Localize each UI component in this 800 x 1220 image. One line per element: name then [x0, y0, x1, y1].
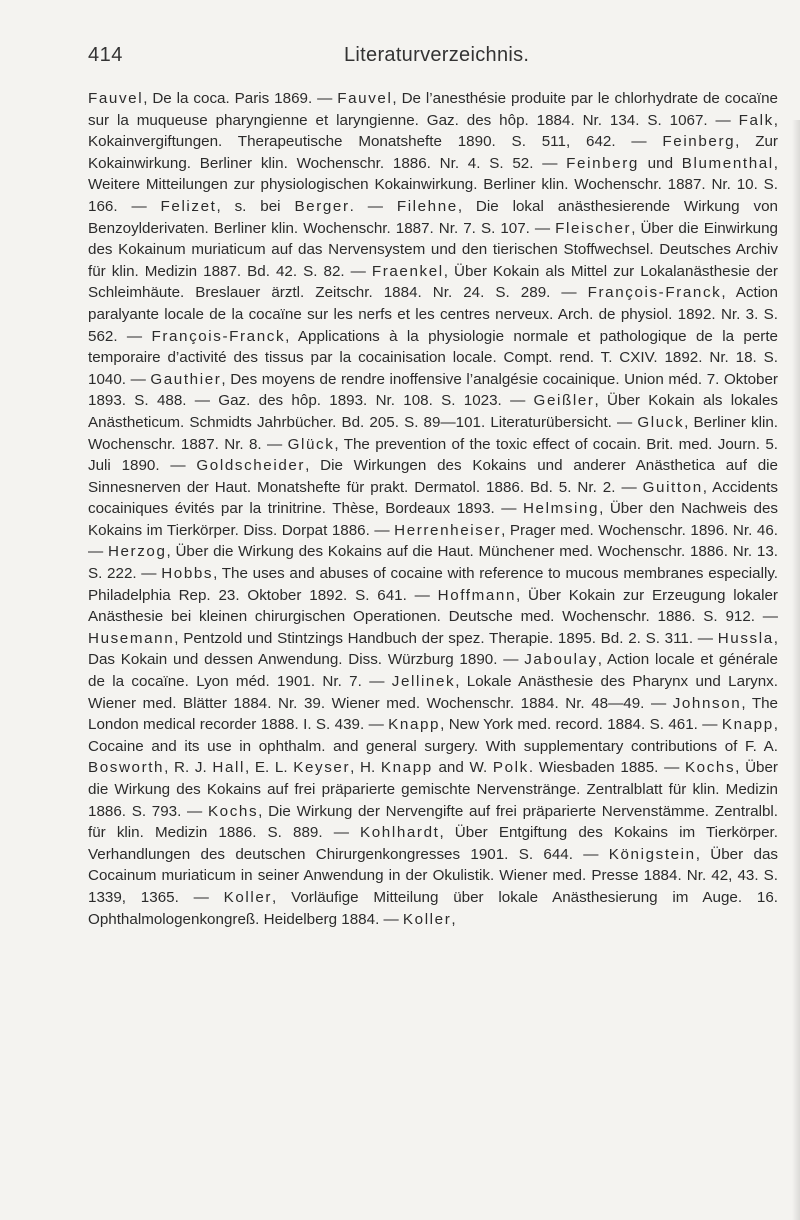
- author-name: Feinberg: [566, 154, 639, 172]
- author-name: Jellinek: [391, 673, 456, 691]
- citation-text: , Prager med. Wochenschr. 1896. Nr. 46. —: [88, 521, 778, 561]
- author-name: Guitton: [642, 478, 703, 496]
- citation-text: , R. J.: [164, 759, 213, 777]
- citation-text: , Über Kokain als lokales Anästheticum. Schmidts Jahrbücher. Bd. 205. S. 89—101. Literaturübersicht. —: [88, 392, 778, 431]
- author-name: Knapp: [388, 716, 441, 734]
- author-name: Keyser: [293, 759, 351, 777]
- author-name: Knapp: [721, 716, 774, 734]
- citation-text: , Über den Nachweis des Kokains im Tierkörper. Diss. Dorpat 1886. —: [88, 500, 778, 539]
- citation-text: , The uses and abuses of cocaine with reference to mucous membranes especially. Philadelphia Rep. 23. Oktober 1892. S. 641. —: [88, 565, 778, 604]
- citation-text: , De la coca. Paris 1869. —: [143, 90, 338, 107]
- citation-text: , Über das Cocainum muriaticum in seiner Anwendung in der Okulistik. Wiener med. Presse 1884. Nr. 42, 43. S. 1339, 1365. —: [88, 845, 778, 906]
- author-name: Goldscheider: [196, 457, 306, 475]
- author-name: Koller: [402, 910, 452, 928]
- citation-text: , Die Wirkungen des Kokains und anderer Anästhetica auf die Sinnesnerven der Haut. Monatshefte für prakt. Dermatol. 1886. Bd. 5. Nr. 2. —: [88, 457, 778, 496]
- citation-text: , Kokainvergiftungen. Therapeutische Monatshefte 1890. S. 511, 642. —: [88, 111, 778, 151]
- citation-text: , Lokale Anästhesie des Pharynx und Larynx. Wiener med. Blätter 1884. Nr. 39. Wiener med. Wochenschr. 1884. Nr. 48—49. —: [88, 673, 778, 712]
- citation-text: , Des moyens de rendre inoffensive l’analgésie cocainique. Union méd. 7. Oktober 1893. S. 488. — Gaz. des hôp. 1893. Nr. 108. S. 1023. —: [88, 370, 778, 410]
- author-name: François-Franck: [587, 284, 722, 302]
- author-name: Hobbs: [161, 565, 214, 583]
- author-name: Blumenthal: [681, 154, 774, 172]
- author-name: Felizet: [160, 197, 217, 215]
- author-name: Kohlhardt: [360, 824, 440, 842]
- author-name: Glück: [287, 435, 335, 453]
- author-name: Helmsing: [522, 500, 600, 518]
- citation-text: , Die Wirkung der Nervengifte auf frei präparierte Nervenstämme. Zentralbl. für klin. Medizin 1886. S. 889. —: [88, 802, 779, 842]
- citation-text: , Weitere Mitteilungen zur physiologischen Kokainwirkung. Berliner klin. Wochenschr. 1887. Nr. 10. S. 166. —: [88, 154, 778, 215]
- citation-text: , E. L.: [244, 759, 294, 777]
- author-name: Feinberg: [662, 133, 736, 151]
- citation-text: , Accidents cocainiques évités par la trinitrine. Thèse, Bordeaux 1893. —: [88, 478, 778, 518]
- author-name: Johnson: [672, 694, 742, 712]
- author-name: Knapp: [380, 759, 433, 777]
- author-name: Hoffmann: [437, 586, 517, 604]
- citation-text: , s. bei: [216, 197, 295, 215]
- author-name: Fauvel: [88, 90, 144, 107]
- author-name: Herzog: [107, 543, 167, 561]
- citation-text: und: [638, 154, 682, 172]
- author-name: Geißler: [533, 392, 595, 410]
- author-name: François-Franck: [151, 327, 286, 345]
- citation-text: , Über die Wirkung des Kokains auf frei präparierte gemischte Nervenstränge. Zentralblatt für klin. Medizin 1886. S. 793. —: [88, 759, 778, 820]
- citation-text: , Über die Einwirkung des Kokainum muriaticum auf das Nervensystem und den tierischen Stoffwechsel. Deutsches Archiv für klin. Medizin 1887. Bd. 42. S. 82. —: [88, 219, 778, 280]
- author-name: Filehne: [396, 197, 458, 215]
- running-head: Literaturverzeichnis.: [344, 44, 530, 66]
- page-number: 414: [88, 44, 123, 66]
- author-name: Bosworth: [88, 759, 165, 777]
- citation-text: , The prevention of the toxic effect of cocain. Brit. med. Journ. 5. Juli 1890. —: [88, 435, 778, 475]
- citation-text: . Wiesbaden 1885. —: [528, 759, 685, 777]
- citation-text: , New York med. record. 1884. S. 461. —: [440, 716, 722, 734]
- citation-text: ,: [451, 910, 456, 928]
- author-name: Falk: [738, 111, 774, 129]
- citation-text: and W.: [432, 759, 493, 777]
- citation-text: , The London medical recorder 1888. I. S. 439. —: [88, 694, 778, 734]
- citation-text: , De l’anesthésie produite par le chlorhydrate de cocaïne sur la muqueuse pharyngienne et laryngienne. Gaz. des hôp. 1884. Nr. 134. S. 1067. —: [88, 90, 778, 129]
- citation-text: , Action paralyante locale de la cocaïne sur les nerfs et les centres nerveux. Arch. de physiol. 1892. Nr. 3. S. 562. —: [88, 284, 778, 345]
- citation-text: , H.: [350, 759, 381, 777]
- citation-text: , Über Kokain zur Erzeugung lokaler Anästhesie bei kleinen chirurgischen Operationen. Deutsche med. Wochenschr. 1886. S. 912. —: [88, 586, 778, 626]
- author-name: Fraenkel: [371, 262, 444, 280]
- page-edge-shadow: [792, 120, 800, 1220]
- citation-text: , Vorläufige Mitteilung über lokale Anästhesierung im Auge. 16. Ophthalmologenkongreß. Heidelberg 1884. —: [88, 888, 779, 928]
- page-header: [88, 44, 778, 74]
- citation-text: , Das Kokain und dessen Anwendung. Diss. Würzburg 1890. —: [88, 629, 778, 669]
- author-name: Fauvel: [337, 90, 393, 107]
- author-name: Hall: [212, 759, 245, 777]
- bibliography-text: [88, 88, 778, 930]
- citation-text: , Über die Wirkung des Kokains auf die Haut. Münchener med. Wochenschr. 1886. Nr. 13. S. 222. —: [88, 543, 778, 583]
- citation-text: , Über Entgiftung des Kokains im Tierkörper. Verhandlungen des deutschen Chirurgenkongresses 1901. S. 644. —: [88, 824, 778, 863]
- author-name: Fleischer: [555, 219, 632, 237]
- citation-text: . —: [349, 197, 397, 215]
- author-name: Herrenheiser: [394, 521, 502, 539]
- author-name: Gluck: [637, 413, 685, 431]
- author-name: Husemann: [88, 629, 175, 647]
- citation-text: , Pentzold und Stintzings Handbuch der spez. Therapie. 1895. Bd. 2. S. 311. —: [174, 629, 718, 647]
- author-name: Hussla: [717, 629, 774, 647]
- author-name: Koller: [223, 888, 273, 906]
- citation-text: , Die lokal anästhesierende Wirkung von Benzoylderivaten. Berliner klin. Wochenschr. 1887. Nr. 7. S. 107. —: [88, 197, 778, 237]
- author-name: Königstein: [608, 845, 696, 863]
- author-name: Gauthier: [150, 370, 222, 388]
- citation-text: , Action locale et générale de la cocaïne. Lyon méd. 1901. Nr. 7. —: [88, 651, 778, 691]
- author-name: Kochs: [207, 802, 259, 820]
- citation-text: , Applications à la physiologie normale et pathologique de la perte temporaire d’activité des tissus par la cocainisation locale. Compt. rend. T. CXIV. 1892. Nr. 18. S. 1040. —: [88, 327, 778, 388]
- bibliography-paragraph: [88, 88, 778, 930]
- author-name: Kochs: [684, 759, 736, 777]
- citation-text: , Cocaine and its use in ophthalm. and general surgery. With supplementary contributions of F. A.: [88, 716, 778, 755]
- citation-text: , Berliner klin. Wochenschr. 1887. Nr. 8. —: [88, 413, 778, 453]
- citation-text: , Über Kokain als Mittel zur Lokalanästhesie der Schleimhäute. Breslauer ärztl. Zeitschr. 1884. Nr. 24. S. 289. —: [88, 262, 778, 302]
- author-name: Polk: [492, 759, 529, 777]
- citation-text: , Zur Kokainwirkung. Berliner klin. Wochenschr. 1886. Nr. 4. S. 52. —: [88, 133, 778, 172]
- author-name: Berger: [294, 197, 350, 215]
- author-name: Jaboulay: [524, 651, 598, 669]
